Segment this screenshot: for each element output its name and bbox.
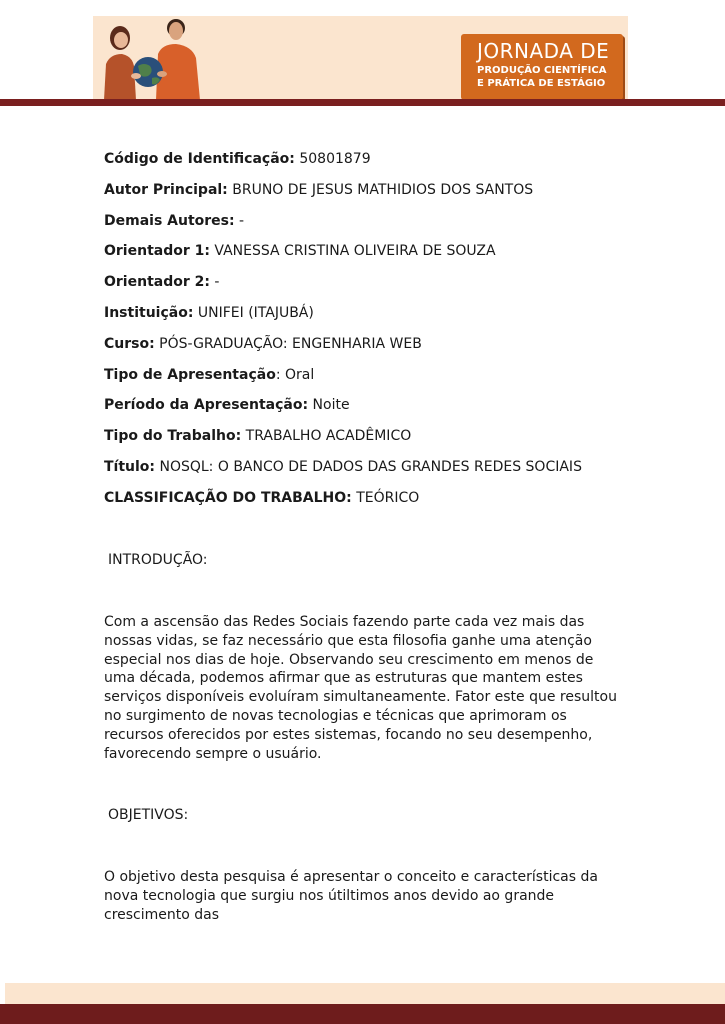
field-titulo: Título: NOSQL: O BANCO DE DADOS DAS GRANDES REDES SOCIAIS: [104, 458, 582, 475]
intro-paragraph: Com a ascensão das Redes Sociais fazendo parte cada vez mais das nossas vidas, se faz necessário que esta filosofia ganhe uma atenção especial nos dias de hoje. Observando seu crescimento em menos de uma década, podemos afirmar que as estruturas que mantem estes serviços disponíveis evoluíram simultaneamente. Fator este que resultou no surgimento de novas tecnologias e técnicas que aprimoram os recursos oferecidos por estes sistemas, focando no seu desempenho, favorecendo sempre o usuário.: [104, 614, 617, 762]
field-periodo: Período da Apresentação: Noite: [104, 397, 350, 414]
intro-heading: INTRODUÇÃO:: [108, 552, 208, 568]
presenters-globe-illustration: [96, 18, 208, 100]
logo-title: JORNADA DE: [477, 39, 610, 63]
metadata-fields: [104, 150, 624, 520]
field-autor-principal: Autor Principal: BRUNO DE JESUS MATHIDIOS DOS SANTOS: [104, 181, 534, 198]
header-divider: [0, 99, 725, 106]
event-logo: [461, 34, 623, 100]
field-tipo-trabalho: Tipo do Trabalho: TRABALHO ACADÊMICO: [104, 428, 412, 445]
field-instituicao: Instituição: UNIFEI (ITAJUBÁ): [104, 304, 314, 321]
field-demais-autores: Demais Autores: -: [104, 212, 245, 229]
field-codigo: Código de Identificação: 50801879: [104, 151, 371, 167]
field-tipo-apresentacao: Tipo de Apresentação: Oral: [104, 366, 315, 383]
footer-bar: [0, 1004, 725, 1024]
field-curso: Curso: PÓS-GRADUAÇÃO: ENGENHARIA WEB: [104, 335, 422, 352]
field-orientador-2: Orientador 2: -: [104, 274, 220, 291]
logo-subtitle-2: E PRÁTICA DE ESTÁGIO: [477, 78, 606, 89]
field-orientador-1: Orientador 1: VANESSA CRISTINA OLIVEIRA DE SOUZA: [104, 243, 496, 260]
field-classificacao: CLASSIFICAÇÃO DO TRABALHO: TEÓRICO: [104, 489, 420, 506]
objectives-heading: OBJETIVOS:: [108, 807, 189, 823]
footer-band: [5, 983, 725, 1005]
logo-subtitle-1: PRODUÇÃO CIENTÍFICA: [477, 65, 607, 76]
objectives-paragraph: O objetivo desta pesquisa é apresentar o conceito e características da nova tecnologia que surgiu nos útiltimos anos devido ao grande crescimento das: [104, 869, 598, 923]
